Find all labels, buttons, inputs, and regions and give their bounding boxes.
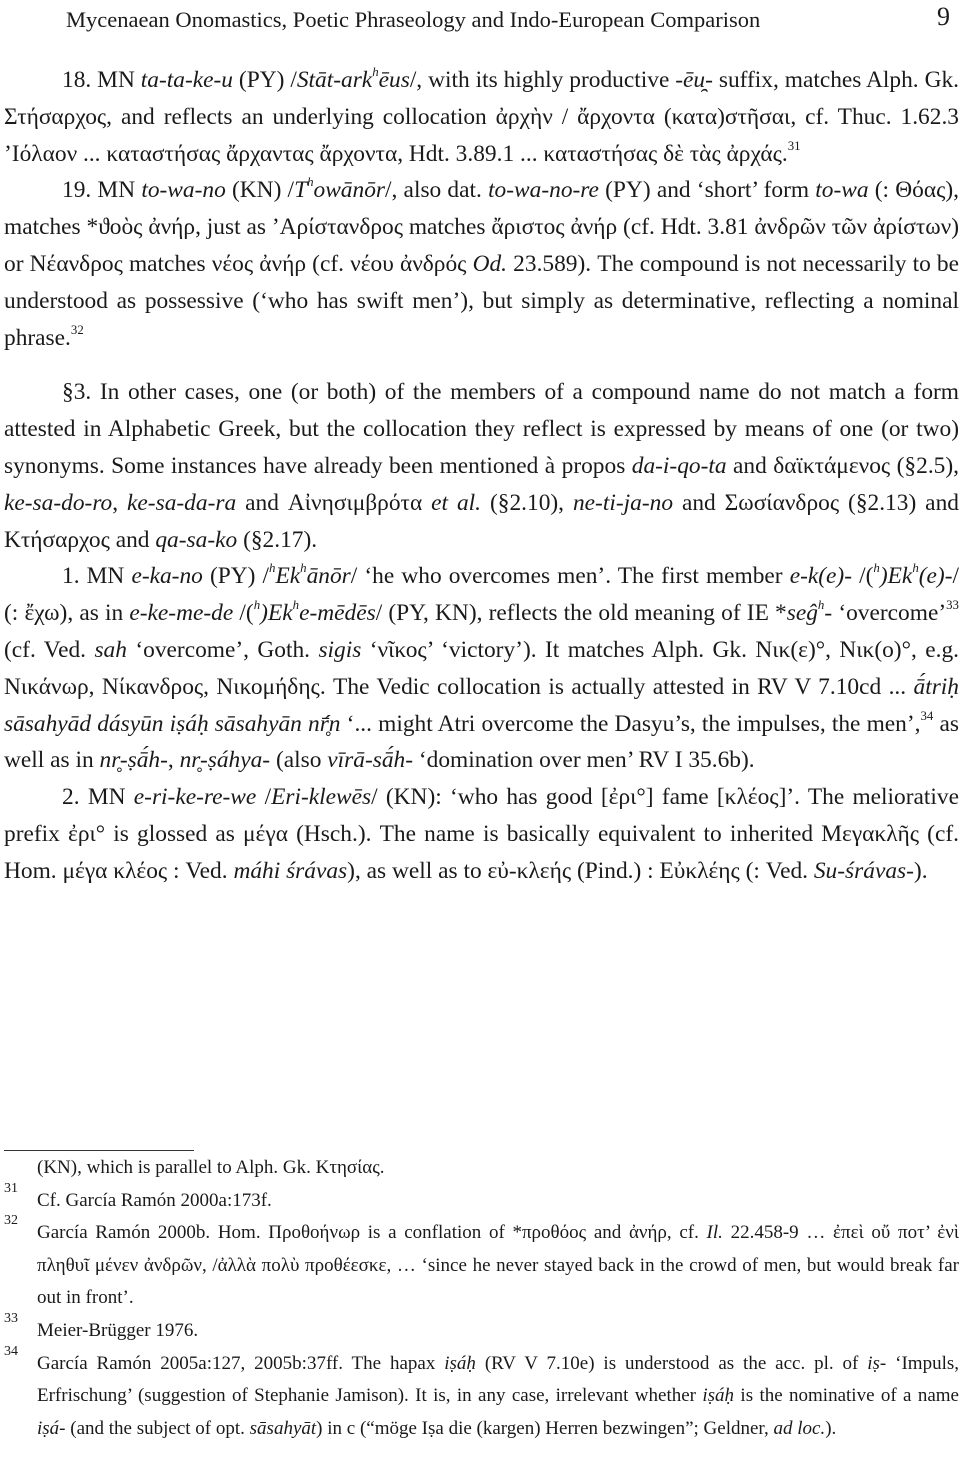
- text-run: Stāt-ark: [296, 67, 373, 93]
- linear-b-term: ke-sa-do-ro: [4, 489, 113, 516]
- text-run: / (KN): ‘who has good [ἐρι°] fame [κλέος]’. The meliorative prefix ἐρι° is glossed as μέγα (Hsch.). The name is basically equivalent to inherited Μεγακλῆς (cf. Hom. μέγα κλέος : Ved.: [4, 784, 959, 884]
- text-run: and δαϊκτάμενος (§2.5),: [726, 452, 959, 479]
- text-run: (e)-: [918, 563, 953, 590]
- text-run: ēus: [378, 67, 410, 93]
- text-run: 19. MN: [62, 177, 142, 204]
- suffix-term: ēu̯-: [683, 67, 713, 93]
- text-run: (cf. Ved.: [4, 636, 95, 663]
- linear-b-term: e-k(e)-: [789, 563, 853, 590]
- footnote-ref-31[interactable]: 31: [787, 138, 801, 153]
- abbreviation: ad loc.: [773, 1417, 826, 1439]
- text-run: ‘domination over men’ RV I 35.6b).: [413, 747, 755, 774]
- aspiration-mark: h: [817, 598, 825, 613]
- aspiration-mark: h: [372, 65, 379, 80]
- text-run: 18. MN: [62, 67, 141, 93]
- text-run: ): [879, 563, 888, 590]
- transcription: [297, 67, 410, 93]
- text-run: ‘νῖκος’ ‘victory’). It matches Alph. Gk. Νικ(ε)°, Νικ(ο)°, e.g. Νικάνωρ, Νίκανδρος, Νικομήδης. The Vedic collocation is actually attested in RV V 7.10cd ...: [4, 636, 959, 700]
- aspiration-mark: h: [912, 561, 919, 576]
- text-run: (KN) /: [225, 177, 295, 204]
- vedic-term: sāsahyāt: [249, 1417, 317, 1439]
- transcription: [254, 600, 376, 626]
- text-run: (RV V 7.10e) is understood as the acc. pl. of: [475, 1352, 868, 1374]
- transcription: Eri-klewēs: [271, 784, 372, 811]
- text-run: §3. In other cases, one (or both) of the members of a compound name do not match a form attested in Alphabetic Greek, but the collocation they reflect is expressed by means of one (or two) synonyms. Some instances have already been mentioned à propos: [4, 379, 959, 479]
- linear-b-term: to-wa-no: [141, 177, 226, 204]
- vedic-quotation: ā́triḥ sāsahyād dásyūn iṣáḥ sāsahyān nr̥̄́n: [4, 673, 959, 737]
- text-run: ‘Impuls, Erfrischung’ (suggestion of Stephanie Jamison). It is, in any case, irrelevant whether: [37, 1352, 960, 1407]
- text-run: Cf. García Ramón 2000a:173f.: [37, 1189, 272, 1211]
- linear-b-term: e-ri-ke-re-we: [133, 784, 257, 811]
- text-run: ‘overcome’, Goth.: [126, 636, 319, 663]
- text-run: (PY) and ‘short’ form: [598, 177, 816, 204]
- text-run: e-mēdēs: [299, 600, 376, 627]
- vedic-term: vīrā-sā́h-: [327, 747, 414, 774]
- vedic-term: sah: [94, 636, 127, 663]
- transcription: [294, 177, 385, 203]
- linear-b-term: da-i-qo-ta: [631, 452, 727, 479]
- text-run: (and the subject of opt.: [65, 1417, 250, 1439]
- text-run: ‘overcome’: [832, 600, 947, 627]
- linear-b-term: qa-sa-ko: [155, 526, 238, 553]
- text-run: /, with its highly productive -: [409, 67, 684, 93]
- footnotes: [4, 1152, 959, 1445]
- footnote-32: [4, 1213, 959, 1315]
- main-text: [4, 62, 959, 890]
- text-run: (PY) /: [233, 67, 297, 93]
- text-run: (§2.10),: [481, 489, 573, 516]
- aspiration-mark: h: [873, 561, 880, 576]
- text-run: is the nominative of a name: [734, 1385, 959, 1407]
- footnote-number: 31: [4, 1180, 18, 1196]
- text-run: ,: [112, 489, 128, 516]
- text-run: Meier-Brügger 1976.: [37, 1319, 199, 1341]
- text-run: 2. MN: [62, 784, 134, 811]
- text-run: Ek: [887, 563, 913, 590]
- footnote-separator: [4, 1150, 194, 1151]
- work-title: Il.: [706, 1222, 723, 1244]
- text-run: ) in c (“möge Iṣa die (kargen) Herren bezwingen”; Geldner,: [316, 1417, 774, 1439]
- aspiration-mark: h: [292, 598, 300, 613]
- vedic-term: iṣ-: [867, 1352, 887, 1374]
- gothic-term: sigis: [318, 636, 362, 663]
- text-run: ,: [167, 747, 180, 774]
- text-run: ): [260, 600, 268, 627]
- linear-b-term: ke-sa-da-ra: [127, 489, 237, 516]
- linear-b-term: ta-ta-ke-u: [140, 67, 233, 93]
- text-run: /, also dat.: [385, 177, 489, 204]
- paragraph-19: [4, 172, 959, 356]
- aspiration-mark: h: [307, 175, 314, 190]
- transcription: [269, 563, 351, 589]
- text-run: (PY) /: [202, 563, 270, 590]
- vedic-term: iṣá-: [37, 1417, 66, 1439]
- footnote-continuation: [4, 1152, 959, 1185]
- text-run: ).: [913, 857, 928, 884]
- aspiration-mark: h: [253, 598, 261, 613]
- work-title: Od.: [472, 250, 508, 277]
- linear-b-term: to-wa: [815, 177, 869, 204]
- text-run: Ek: [275, 563, 301, 590]
- footnote-31: [4, 1180, 959, 1218]
- aspiration-mark: h: [300, 561, 307, 576]
- vedic-term: iṣáḥ: [702, 1385, 735, 1407]
- footnote-ref-33[interactable]: 33: [946, 598, 959, 613]
- section-3: [4, 374, 959, 558]
- footnote-number: 32: [4, 1213, 18, 1229]
- paragraph-18: [4, 62, 959, 172]
- vedic-term: máhi śrávas: [233, 857, 348, 884]
- linear-b-term: e-ka-no: [131, 563, 203, 590]
- text-run: owānōr: [313, 177, 386, 204]
- paragraph-1: [4, 558, 959, 779]
- text-run: / (: ἔχω), as in: [4, 563, 959, 627]
- text-run: /(: [852, 563, 874, 590]
- text-run: T: [294, 177, 308, 204]
- text-run: (KN), which is parallel to Alph. Gk. Κτησίας.: [37, 1157, 385, 1178]
- linear-b-term: to-wa-no-re: [488, 177, 599, 204]
- footnote-34: [4, 1343, 960, 1446]
- text-run: /(: [233, 600, 254, 627]
- text-run: and Σωσίανδρος (§2.13) and Κτήσαρχος and: [4, 489, 959, 553]
- footnote-33: [4, 1310, 959, 1348]
- text-run: Ek: [267, 600, 293, 627]
- text-run: 23.589). The compound is not necessarily to be understood as possessive (‘who has swift men’), but simply as determinative, reflecting a nominal phrase.: [4, 250, 959, 351]
- text-run: ), as well as to εὐ-κλεής (Pind.) : Εὐκλέης (: Ved.: [347, 857, 814, 884]
- text-run: ‘... might Atri overcome the Dasyu’s, the impulses, the men’,: [340, 710, 921, 737]
- vedic-term: iṣáḥ: [444, 1352, 476, 1374]
- aspiration-mark: h: [269, 561, 276, 576]
- linear-b-term: ne-ti-ja-no: [572, 489, 674, 516]
- running-title: Mycenaean Onomastics, Poetic Phraseology and Indo-European Comparison: [66, 7, 761, 32]
- footnote-number: 33: [4, 1310, 18, 1326]
- footnote-number: 34: [4, 1343, 18, 1359]
- text-run: seĝ: [786, 600, 818, 627]
- text-run: (also: [270, 747, 328, 774]
- text-run: as well as in: [4, 710, 959, 774]
- text-run: and Αἰνησιμβρότα: [236, 489, 432, 516]
- text-run: / (PY, KN), reflects the old meaning of IE *: [375, 600, 787, 627]
- text-run: /: [256, 784, 272, 811]
- vedic-term: Su-śrávas-: [813, 857, 914, 884]
- transcription: [873, 563, 952, 589]
- text-run: García Ramón 2005a:127, 2005b:37ff. The hapax: [37, 1352, 445, 1374]
- abbreviation: et al.: [431, 489, 482, 516]
- text-run: García Ramón 2000b. Hom. Προθοήνωρ is a conflation of *προθόος and ἀνήρ, cf.: [37, 1222, 707, 1244]
- vedic-term: nr̥-ṣā́h-: [99, 747, 168, 774]
- text-run: 22.458-9 … ἐπεὶ οὔ ποτ’ ἐνὶ πληθυῖ μένεν ἀνδρῶν, /ἀλλὰ πολὺ προθέεσκε, … ‘since he never stayed back in the crowd of men, but would break far out in front’.: [37, 1222, 959, 1309]
- page-number: 9: [937, 2, 950, 31]
- text-run: ).: [825, 1417, 837, 1439]
- text-run: (: Θόας), matches *ϑοὸς ἀνήρ, just as ’Αρίστανδρος matches ἄριστος ἀνήρ (cf. Hdt. 3.81 ἀνδρῶν τῶν ἀρίστων) or Νέανδρος matches νέος ἀνήρ (cf. νέου ἀνδρός: [4, 177, 959, 277]
- footnote-ref-34[interactable]: 34: [920, 708, 934, 723]
- text-run: 1. MN: [62, 563, 132, 590]
- paragraph-2: [4, 779, 959, 889]
- text-run: -: [824, 600, 833, 627]
- text-run: suffix, matches Alph. Gk. Στήσαρχος, and reflects an underlying collocation ἀρχὴν / ἄρχοντα (κατα)στῆσαι, cf. Thuc. 1.62.3 ’Ιόλαον ... καταστήσας ἄρχαντας ἄρχοντα, Hdt. 3.89.1 ... καταστήσας δὲ τὰς ἀρχάς.: [4, 67, 960, 167]
- footnote-ref-32[interactable]: 32: [70, 322, 84, 337]
- text-run: (§2.17).: [237, 526, 318, 553]
- text-run: ānōr: [306, 563, 351, 590]
- ie-root: [787, 600, 832, 626]
- linear-b-term: e-ke-me-de: [129, 600, 234, 627]
- text-run: / ‘he who overcomes men’. The first member: [350, 563, 790, 590]
- vedic-term: nr̥-ṣáhya-: [179, 747, 271, 774]
